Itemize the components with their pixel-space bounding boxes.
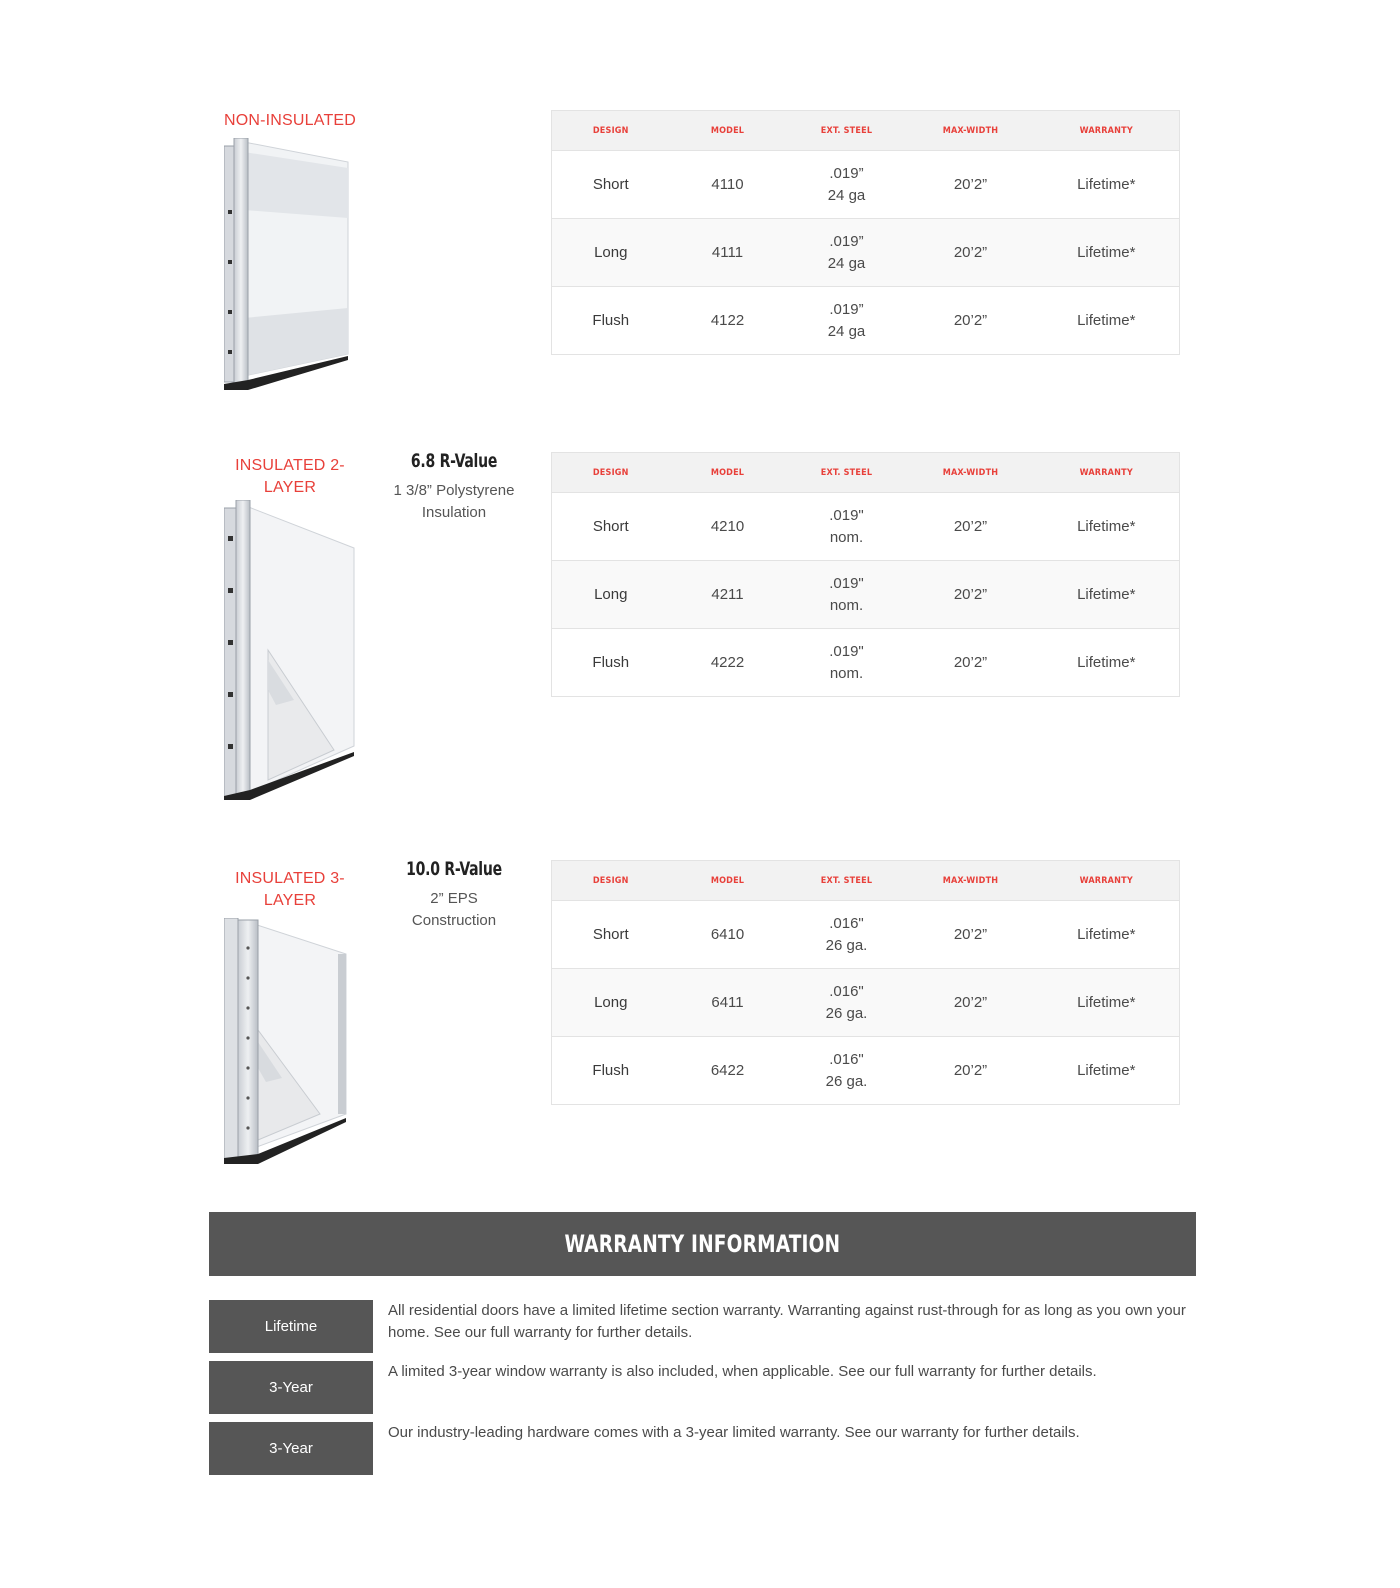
- steel-thickness: .019”: [829, 232, 864, 250]
- warranty-title: WARRANTY INFORMATION: [564, 1230, 841, 1258]
- spec-table-insulated-2-layer: [551, 452, 1180, 697]
- column-header-ext-steel: EXT. STEEL: [786, 861, 908, 901]
- column-header-max-width: MAX-WIDTH: [908, 861, 1034, 901]
- steel-thickness: .016": [829, 914, 864, 932]
- column-header-design: DESIGN: [552, 453, 670, 493]
- steel-thickness: .019": [829, 642, 864, 660]
- table-row: [552, 287, 1180, 355]
- cell-warranty: Lifetime*: [1034, 1037, 1180, 1105]
- r-value-title: 10.0 R-Value: [406, 858, 502, 880]
- column-header-model: MODEL: [670, 861, 786, 901]
- table-header-row: [552, 453, 1180, 493]
- steel-gauge: 26 ga.: [825, 936, 868, 954]
- column-header-model: MODEL: [670, 111, 786, 151]
- warranty-tag: 3-Year: [209, 1361, 373, 1414]
- steel-thickness: .016": [829, 1050, 864, 1068]
- column-header-ext-steel: EXT. STEEL: [786, 111, 908, 151]
- cell-model: 4122: [670, 287, 786, 355]
- cell-warranty: Lifetime*: [1034, 219, 1180, 287]
- steel-gauge: 24 ga: [827, 322, 866, 340]
- table-header-row: [552, 861, 1180, 901]
- cell-ext-steel: [786, 151, 908, 219]
- warranty-description: A limited 3-year window warranty is also included, when applicable. See our full warranty for further details.: [388, 1363, 1097, 1380]
- column-header-ext-steel: EXT. STEEL: [786, 453, 908, 493]
- column-header-design: DESIGN: [552, 111, 670, 151]
- section-label: INSULATED 2-LAYER: [235, 457, 345, 496]
- warranty-tag: 3-Year: [209, 1422, 373, 1475]
- cell-ext-steel: [786, 561, 908, 629]
- column-header-warranty: WARRANTY: [1034, 861, 1180, 901]
- cell-ext-steel: [786, 287, 908, 355]
- table-row: [552, 151, 1180, 219]
- cell-ext-steel: [786, 1037, 908, 1105]
- cell-max-width: 20’2”: [908, 969, 1034, 1037]
- steel-thickness: .019": [829, 506, 864, 524]
- cell-model: 4211: [670, 561, 786, 629]
- column-header-model: MODEL: [670, 453, 786, 493]
- table-row: [552, 1037, 1180, 1105]
- cell-warranty: Lifetime*: [1034, 969, 1180, 1037]
- r-value-block: [380, 450, 528, 524]
- cell-warranty: Lifetime*: [1034, 561, 1180, 629]
- cell-max-width: 20’2”: [908, 151, 1034, 219]
- cell-design: Long: [552, 561, 670, 629]
- warranty-description: Our industry-leading hardware comes with a 3-year limited warranty. See our warranty for further details.: [388, 1424, 1080, 1441]
- steel-gauge: nom.: [829, 596, 864, 614]
- cell-ext-steel: [786, 493, 908, 561]
- steel-thickness: .016": [829, 982, 864, 1000]
- steel-gauge: 26 ga.: [825, 1004, 868, 1022]
- cell-max-width: 20’2”: [908, 561, 1034, 629]
- cell-design: Short: [552, 901, 670, 969]
- r-value-title: 6.8 R-Value: [410, 450, 498, 472]
- cell-model: 4210: [670, 493, 786, 561]
- table-row: [552, 901, 1180, 969]
- cell-max-width: 20’2”: [908, 1037, 1034, 1105]
- cell-ext-steel: [786, 219, 908, 287]
- cell-design: Long: [552, 969, 670, 1037]
- table-row: [552, 493, 1180, 561]
- cell-design: Long: [552, 219, 670, 287]
- cell-model: 4111: [670, 219, 786, 287]
- steel-gauge: 24 ga: [827, 186, 866, 204]
- cell-warranty: Lifetime*: [1034, 151, 1180, 219]
- column-header-warranty: WARRANTY: [1034, 111, 1180, 151]
- cell-max-width: 20’2”: [908, 493, 1034, 561]
- cell-warranty: Lifetime*: [1034, 287, 1180, 355]
- steel-thickness: .019”: [829, 300, 864, 318]
- steel-gauge: 24 ga: [827, 254, 866, 272]
- cell-ext-steel: [786, 629, 908, 697]
- door-section-image-insulated-2-layer: [224, 500, 360, 810]
- table-row: [552, 561, 1180, 629]
- table-row: [552, 219, 1180, 287]
- cell-model: 6410: [670, 901, 786, 969]
- warranty-tag: Lifetime: [209, 1300, 373, 1353]
- cell-design: Short: [552, 151, 670, 219]
- steel-gauge: nom.: [829, 664, 864, 682]
- cell-design: Flush: [552, 287, 670, 355]
- cell-warranty: Lifetime*: [1034, 901, 1180, 969]
- steel-thickness: .019”: [829, 164, 864, 182]
- cell-max-width: 20’2”: [908, 219, 1034, 287]
- table-row: [552, 969, 1180, 1037]
- door-section-image-non-insulated: [224, 138, 354, 396]
- column-header-warranty: WARRANTY: [1034, 453, 1180, 493]
- cell-ext-steel: [786, 969, 908, 1037]
- cell-model: 4110: [670, 151, 786, 219]
- cell-design: Flush: [552, 629, 670, 697]
- cell-max-width: 20’2”: [908, 629, 1034, 697]
- r-value-description: 1 3/8” Polystyrene Insulation: [393, 482, 515, 521]
- steel-gauge: 26 ga.: [825, 1072, 868, 1090]
- cell-model: 4222: [670, 629, 786, 697]
- cell-warranty: Lifetime*: [1034, 629, 1180, 697]
- spec-table-non-insulated: [551, 110, 1180, 355]
- cell-model: 6422: [670, 1037, 786, 1105]
- cell-warranty: Lifetime*: [1034, 493, 1180, 561]
- table-row: [552, 629, 1180, 697]
- cell-model: 6411: [670, 969, 786, 1037]
- steel-gauge: nom.: [829, 528, 864, 546]
- column-header-max-width: MAX-WIDTH: [908, 111, 1034, 151]
- column-header-design: DESIGN: [552, 861, 670, 901]
- steel-thickness: .019": [829, 574, 864, 592]
- cell-design: Short: [552, 493, 670, 561]
- spec-table-insulated-3-layer: [551, 860, 1180, 1105]
- cell-ext-steel: [786, 901, 908, 969]
- warranty-description: All residential doors have a limited lifetime section warranty. Warranting against rust-through for as long as you own your home. See our full warranty for further details.: [388, 1302, 1186, 1341]
- cell-design: Flush: [552, 1037, 670, 1105]
- r-value-description: 2” EPS Construction: [411, 890, 497, 929]
- warranty-header-bar: [209, 1212, 1196, 1276]
- door-section-image-insulated-3-layer: [224, 918, 354, 1170]
- section-label: NON-INSULATED: [223, 112, 357, 129]
- cell-max-width: 20’2”: [908, 901, 1034, 969]
- r-value-block: [380, 858, 528, 932]
- table-header-row: [552, 111, 1180, 151]
- section-label: INSULATED 3-LAYER: [235, 870, 345, 909]
- column-header-max-width: MAX-WIDTH: [908, 453, 1034, 493]
- cell-max-width: 20’2”: [908, 287, 1034, 355]
